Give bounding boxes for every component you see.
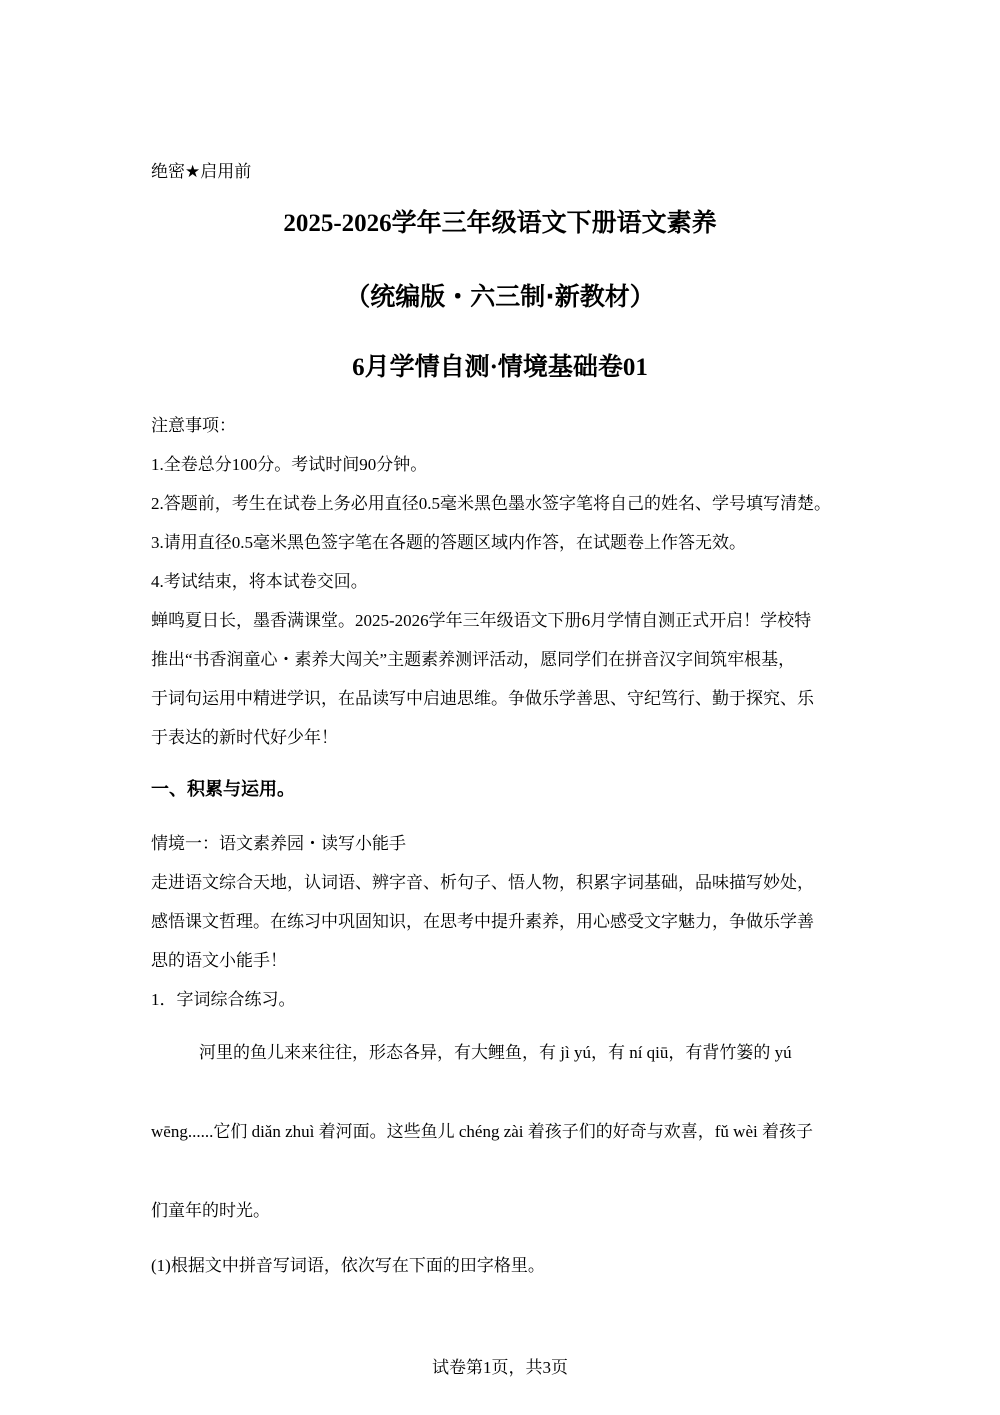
sub-question: (1)根据文中拼音写词语，依次写在下面的田字格里。 <box>151 1256 545 1275</box>
notice-item: 2.答题前，考生在试卷上务必用直径0.5毫米黑色墨水签字笔将自己的姓名、学号填写清楚。 <box>151 494 831 513</box>
scenario-line: 感悟课文哲理。在练习中巩固知识，在思考中提升素养，用心感受文字魅力，争做乐学善 <box>151 912 814 931</box>
intro-line: 于词句运用中精进学识，在品读写中启迪思维。争做乐学善思、守纪笃行、勤于探究、乐 <box>151 689 814 708</box>
section-heading: 一、积累与运用。 <box>151 779 295 800</box>
intro-line: 于表达的新时代好少年！ <box>151 728 338 747</box>
scenario-title: 情境一：语文素养园・读写小能手 <box>151 834 406 853</box>
exam-title-line2: （统编版・六三制·新教材） <box>345 282 655 311</box>
notice-item: 1.全卷总分100分。考试时间90分钟。 <box>151 455 428 474</box>
notice-item: 4.考试结束，将本试卷交回。 <box>151 572 368 591</box>
exam-title-line1: 2025-2026学年三年级语文下册语文素养 <box>283 210 717 237</box>
intro-line: 蝉鸣夏日长，墨香满课堂。2025-2026学年三年级语文下册6月学情自测正式开启！学校特 <box>151 611 812 630</box>
intro-line: 推出“书香润童心・素养大闯关”主题素养测评活动，愿同学们在拼音汉字间筑牢根基， <box>151 650 796 669</box>
confidential-label: 绝密★启用前 <box>151 162 252 182</box>
scenario-line: 走进语文综合天地，认词语、辨字音、析句子、悟人物，积累字词基础，品味描写妙处， <box>151 873 814 892</box>
passage-line: wēng......它们 diǎn zhuì 着河面。这些鱼儿 chéng zài 着孩子们的好奇与欢喜，fǔ wèi 着孩子 <box>151 1122 813 1141</box>
page-footer: 试卷第1页，共3页 <box>432 1358 568 1377</box>
passage-line: 们童年的时光。 <box>151 1201 270 1220</box>
scenario-line: 思的语文小能手！ <box>151 951 287 970</box>
exam-title-line3: 6月学情自测·情境基础卷01 <box>352 354 648 381</box>
passage-line: 河里的鱼儿来来往往，形态各异，有大鲤鱼，有 jì yú，有 ní qiū，有背竹篓的 yú <box>199 1043 792 1062</box>
notice-item: 3.请用直径0.5毫米黑色签字笔在各题的答题区域内作答，在试题卷上作答无效。 <box>151 533 746 552</box>
question-label: 1．字词综合练习。 <box>151 990 296 1009</box>
notice-heading: 注意事项： <box>151 416 236 435</box>
